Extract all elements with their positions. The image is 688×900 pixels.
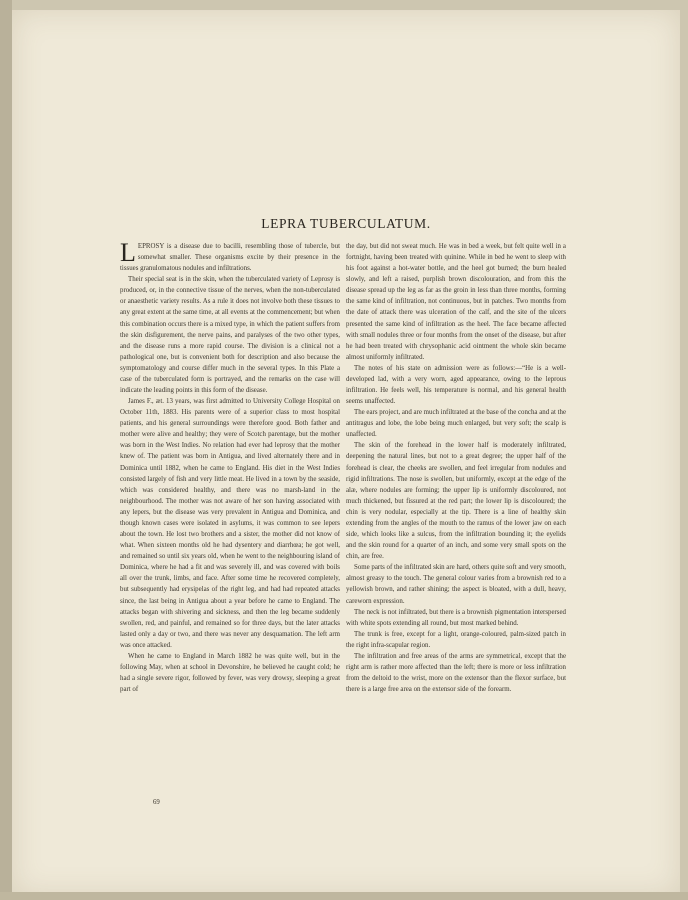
paragraph: The infiltration and free areas of the arms are symmetrical, except that the right arm is rather more affected than the left; there is more or less infiltration from the deltoid to the wrist, more on the extensor than the flexor surface, but there is a large free area on the extensor side of the forearm.	[346, 652, 566, 694]
paragraph: Some parts of the infiltrated skin are hard, others quite soft and very smooth, almost greasy to the touch. The general colour varies from a brownish red to a yellowish brown, and rather shining; the aspect is bloated, with a dull, heavy, careworn expression.	[346, 564, 566, 605]
paragraph: Their special seat is in the skin, when the tuberculated variety of Leprosy is produced, or, in the connective tissue of the nerves, when the non-tuberculated or anaesthetic variety results. As a rule it does not involve both these tissues to any great extent at the same time, at all events at the commencement; but when this combination occurs there is a mixed type, in which the patient suffers from the skin disfigurement, the nerve pains, and paralyses of the two other types, and the disease runs a more rapid course. The division is a clinical not a pathological one, but is convenient both for description and also because the symptomatology and course differ much in the several types. In this Plate a case of the tuberculated form is portrayed, and the remarks on the case will indicate the leading points in this form of the disease.	[120, 276, 340, 395]
paragraph: The neck is not infiltrated, but there is a brownish pigmentation interspersed with white spots extending all round, but most marked behind.	[346, 608, 566, 627]
page-number: 69	[153, 799, 160, 806]
page-edge-left	[0, 0, 12, 900]
paragraph: The skin of the forehead in the lower half is moderately infiltrated, deepening the natural lines, but not to a great degree; the upper half of the forehead is clear, the cheeks are swollen, and feel irregular from nodules and rigid infiltrations. The nose is swollen, but uniformly, except at the edge of the alæ, where nodules are forming; the upper lip is uniformly discoloured, not much thickened, but fissured at the red part; the lower lip is discoloured; the chin is very nodular, especially at the tip. There is a line of healthy skin extending from the angles of the mouth to the ramus of the lower jaw on each side, which looks like a sulcus, from the infiltration bounding it; the eyelids and the skin round for a quarter of an inch, and some very small spots on the chin, are free.	[346, 442, 566, 561]
page-edge-bottom	[0, 892, 688, 900]
paragraph: The trunk is free, except for a light, orange-coloured, palm-sized patch in the right infra-scapular region.	[346, 630, 566, 649]
page-title: LEPRA TUBERCULATUM.	[261, 216, 431, 231]
paragraph: LEPROSY is a disease due to bacilli, resembling those of tubercle, but somewhat smaller. These organisms excite by their presence in the tissues granulomatous nodules and infiltrations.	[120, 241, 340, 273]
paragraph: The ears project, and are much infiltrated at the base of the concha and at the antitragus and lobe, the lobe being much enlarged, but very soft; the scalp is unaffected.	[346, 409, 566, 439]
text-column-right	[346, 241, 566, 801]
text-column-left	[120, 241, 340, 801]
paragraph: the day, but did not sweat much. He was in bed a week, but felt quite well in a fortnight, having been treated with quinine. While in bed he went to sleep with his foot against a hot-water bottle, and the heel got burned; the burn healed slowly, and left a raised, purplish brown discolouration, and from this the disease spread up the leg as far as the groin in less than three months, forming the same kind of infiltration, not continuous, but in patches. Two months from the date of attack there was ulceration of the calf, and the site of the ulcers presented the same kind of infiltration as the heel. The face became affected with small nodules three or four months from the onset of the disease, but after he had been treated with chrysophanic acid ointment the whole skin became almost uniformly infiltrated.	[346, 243, 566, 361]
paragraph: The notes of his state on admission were as follows:—“He is a well-developed lad, with a very worn, aged appearance, owing to the leprous infiltration. He feels well, his temperature is normal, and his general health seems unaffected.	[346, 364, 566, 406]
paragraph: James F., æt. 13 years, was first admitted to University College Hospital on October 11th, 1883. His parents were of a superior class to most hospital patients, and his general surroundings were therefore good. Both father and mother were alive and healthy; they were of Scotch parentage, but the mother was born in the West Indies. No relation had ever had leprosy that the mother knew of. The patient was born in Antigua, and lived alternately there and in Dominica until 1882, when he came to England. His diet in the West Indies consisted largely of fish and very little meat. He lived in a town by the seaside, which was considered healthy, and there was no marsh-land in the neighbourhood. The mother was not aware of her son having associated with any lepers, but the disease was very prevalent in Antigua and Dominica, and though known cases were isolated in asylums, it was common to see lepers about the town. He lost two brothers and a sister, the mother did not know of what. When sixteen months old he had dysentery and diarrhœa; he got well, and remained so until six years old, when he went to the neighbouring island of Dominica, where he had a fit and was severely ill, and was covered with boils all over the trunk, limbs, and face. After some time he recovered completely, but subsequently had erysipelas of the right leg, and had had repeated attacks since, the last being in Antigua about a year before he came to England. The attacks began with shivering and sickness, and then the leg became suddenly swollen, red, and painful, and remained so for three days, but the later attacks lasted only a day or two, and there was never any desquamation. The left arm was once attacked.	[120, 398, 340, 649]
paragraph: When he came to England in March 1882 he was quite well, but in the following May, when at school in Devonshire, he believed he caught cold; he had a single severe rigor, followed by fever, was very drowsy, sleeping a great part of	[120, 652, 340, 694]
drop-cap: L	[120, 241, 136, 267]
